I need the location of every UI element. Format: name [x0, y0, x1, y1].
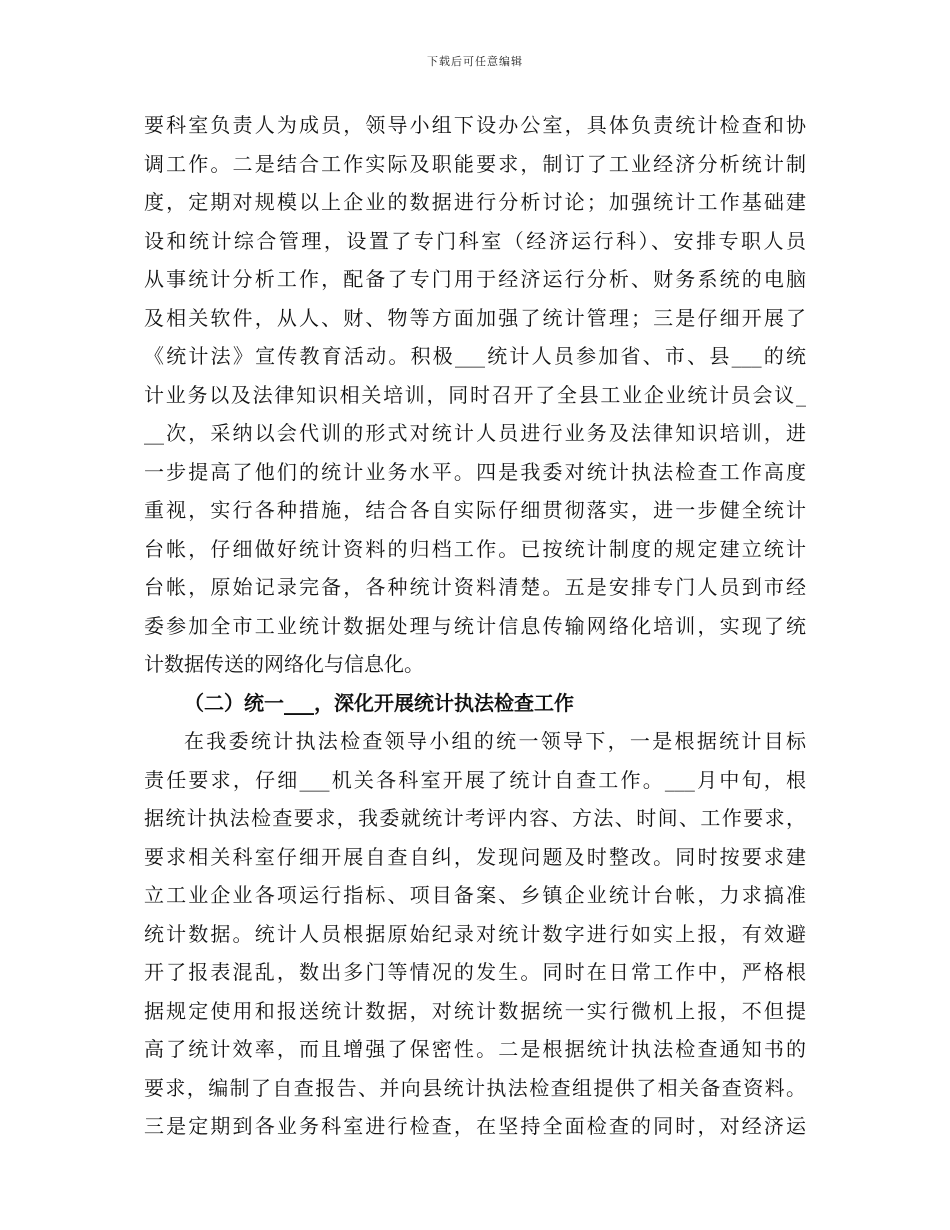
text-line: 要求，编制了自查报告、并向县统计执法检查组提供了相关备查资料。 — [144, 1075, 806, 1100]
document-body — [144, 106, 806, 1146]
text-line: 设和统计综合管理，设置了专门科室（经济运行科）、安排专职人员 — [144, 228, 806, 253]
text-line: 计业务以及法律知识相关培训，同时召开了全县工业企业统计员会议_ — [144, 382, 806, 407]
text-line: 责任要求，仔细___机关各科室开展了统计自查工作。___月中旬，根 — [144, 767, 806, 792]
text-line: 台帐，仔细做好统计资料的归档工作。已按统计制度的规定建立统计 — [144, 536, 806, 561]
text-line: 三是定期到各业务科室进行检查，在坚持全面检查的同时，对经济运 — [144, 1114, 806, 1138]
text-line: 委参加全市工业统计数据处理与统计信息传输网络化培训，实现了统 — [144, 613, 806, 638]
text-line: 重视，实行各种措施，结合各自实际仔细贯彻落实，进一步健全统计 — [144, 498, 806, 522]
text-line: 开了报表混乱，数出多门等情况的发生。同时在日常工作中，严格根 — [144, 960, 806, 984]
text-line: 台帐，原始记录完备，各种统计资料清楚。五是安排专门人员到市经 — [144, 575, 806, 599]
text-line: 统计数据。统计人员根据原始纪录对统计数字进行如实上报，有效避 — [144, 921, 806, 946]
text-line: 据统计执法检查要求，我委就统计考评内容、方法、时间、工作要求， — [144, 806, 806, 830]
text-line: 要科室负责人为成员，领导小组下设办公室，具体负责统计检查和协 — [144, 113, 806, 137]
text-line: 从事统计分析工作，配备了专门用于经济运行分析、财务系统的电脑 — [144, 267, 806, 291]
text-line: 《统计法》宣传教育活动。积极___统计人员参加省、市、县___的统 — [144, 344, 806, 368]
text-line: 一步提高了他们的统计业务水平。四是我委对统计执法检查工作高度 — [144, 459, 806, 484]
text-line: 计数据传送的网络化与信息化。 — [144, 652, 424, 676]
paragraph-2 — [144, 722, 806, 1146]
text-line: 度，定期对规模以上企业的数据进行分析讨论；加强统计工作基础建 — [144, 190, 806, 214]
text-line: 在我委统计执法检查领导小组的统一领导下，一是根据统计目标 — [184, 729, 806, 753]
text-line: 调工作。二是结合工作实际及职能要求，制订了工业经济分析统计制 — [144, 151, 806, 176]
text-line: 要求相关科室仔细开展自查自纠，发现问题及时整改。同时按要求建 — [144, 844, 806, 869]
page-header: 下载后可任意编辑 — [427, 55, 523, 68]
text-line: 立工业企业各项运行指标、项目备案、乡镇企业统计台帐，力求搞准 — [144, 883, 806, 907]
paragraph-1 — [144, 106, 806, 684]
text-line: __次，采纳以会代训的形式对统计人员进行业务及法律知识培训，进 — [144, 421, 806, 445]
text-line: 据规定使用和报送统计数据，对统计数据统一实行微机上报，不但提 — [144, 998, 806, 1023]
text-line: 及相关软件，从人、财、物等方面加强了统计管理；三是仔细开展了 — [144, 305, 806, 330]
section-heading: （二）统一___，深化开展统计执法检查工作 — [184, 690, 574, 715]
text-line: 高了统计效率，而且增强了保密性。二是根据统计执法检查通知书的 — [144, 1037, 806, 1061]
